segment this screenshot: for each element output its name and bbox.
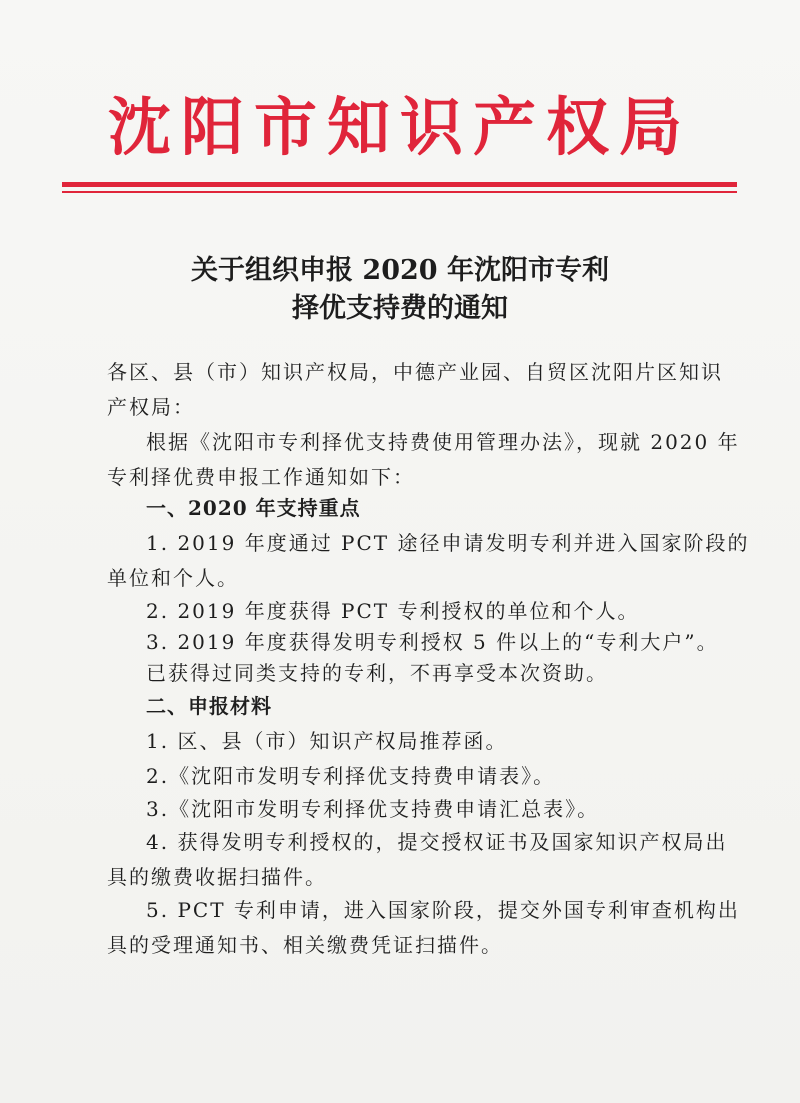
s2-item3: 3.《沈阳市发明专利择优支持费申请汇总表》。 [146, 797, 600, 821]
s1-item2: 2. 2019 年度获得 PCT 专利授权的单位和个人。 [146, 599, 640, 623]
intro-line1: 根据《沈阳市专利择优支持费使用管理办法》，现就 2020 年 [146, 430, 740, 454]
s2-item5-line2: 具的受理通知书、相关缴费凭证扫描件。 [107, 933, 503, 957]
s1-note: 已获得过同类支持的专利，不再享受本次资助。 [146, 661, 608, 685]
notice-title-line1: 关于组织申报 2020 年沈阳市专利 [191, 255, 609, 286]
s2-item1: 1. 区、县（市）知识产权局推荐函。 [146, 729, 508, 753]
s2-item4-line1: 4. 获得发明专利授权的，提交授权证书及国家知识产权局出 [146, 830, 728, 854]
masthead-org-name: 沈阳市知识产权局 [108, 90, 692, 164]
s1-item1-line2: 单位和个人。 [107, 566, 239, 590]
s2-item2: 2.《沈阳市发明专利择优支持费申请表》。 [146, 764, 556, 788]
addressee-line1: 各区、县（市）知识产权局，中德产业园、自贸区沈阳片区知识 [107, 360, 723, 384]
section2-heading: 二、申报材料 [146, 694, 272, 718]
s1-item3: 3. 2019 年度获得发明专利授权 5 件以上的“专利大户”。 [146, 630, 719, 654]
masthead-red-rule-thick [62, 182, 737, 187]
notice-title-line2: 择优支持费的通知 [292, 293, 508, 324]
masthead-red-rule-thin [62, 191, 737, 193]
addressee-line2: 产权局： [107, 395, 195, 419]
s1-item1-line1: 1. 2019 年度通过 PCT 途径申请发明专利并进入国家阶段的 [146, 531, 750, 555]
intro-line2: 专利择优费申报工作通知如下： [107, 465, 415, 489]
section1-heading: 一、2020 年支持重点 [146, 496, 361, 520]
s2-item4-line2: 具的缴费收据扫描件。 [107, 865, 327, 889]
s2-item5-line1: 5. PCT 专利申请，进入国家阶段，提交外国专利审查机构出 [146, 898, 740, 922]
